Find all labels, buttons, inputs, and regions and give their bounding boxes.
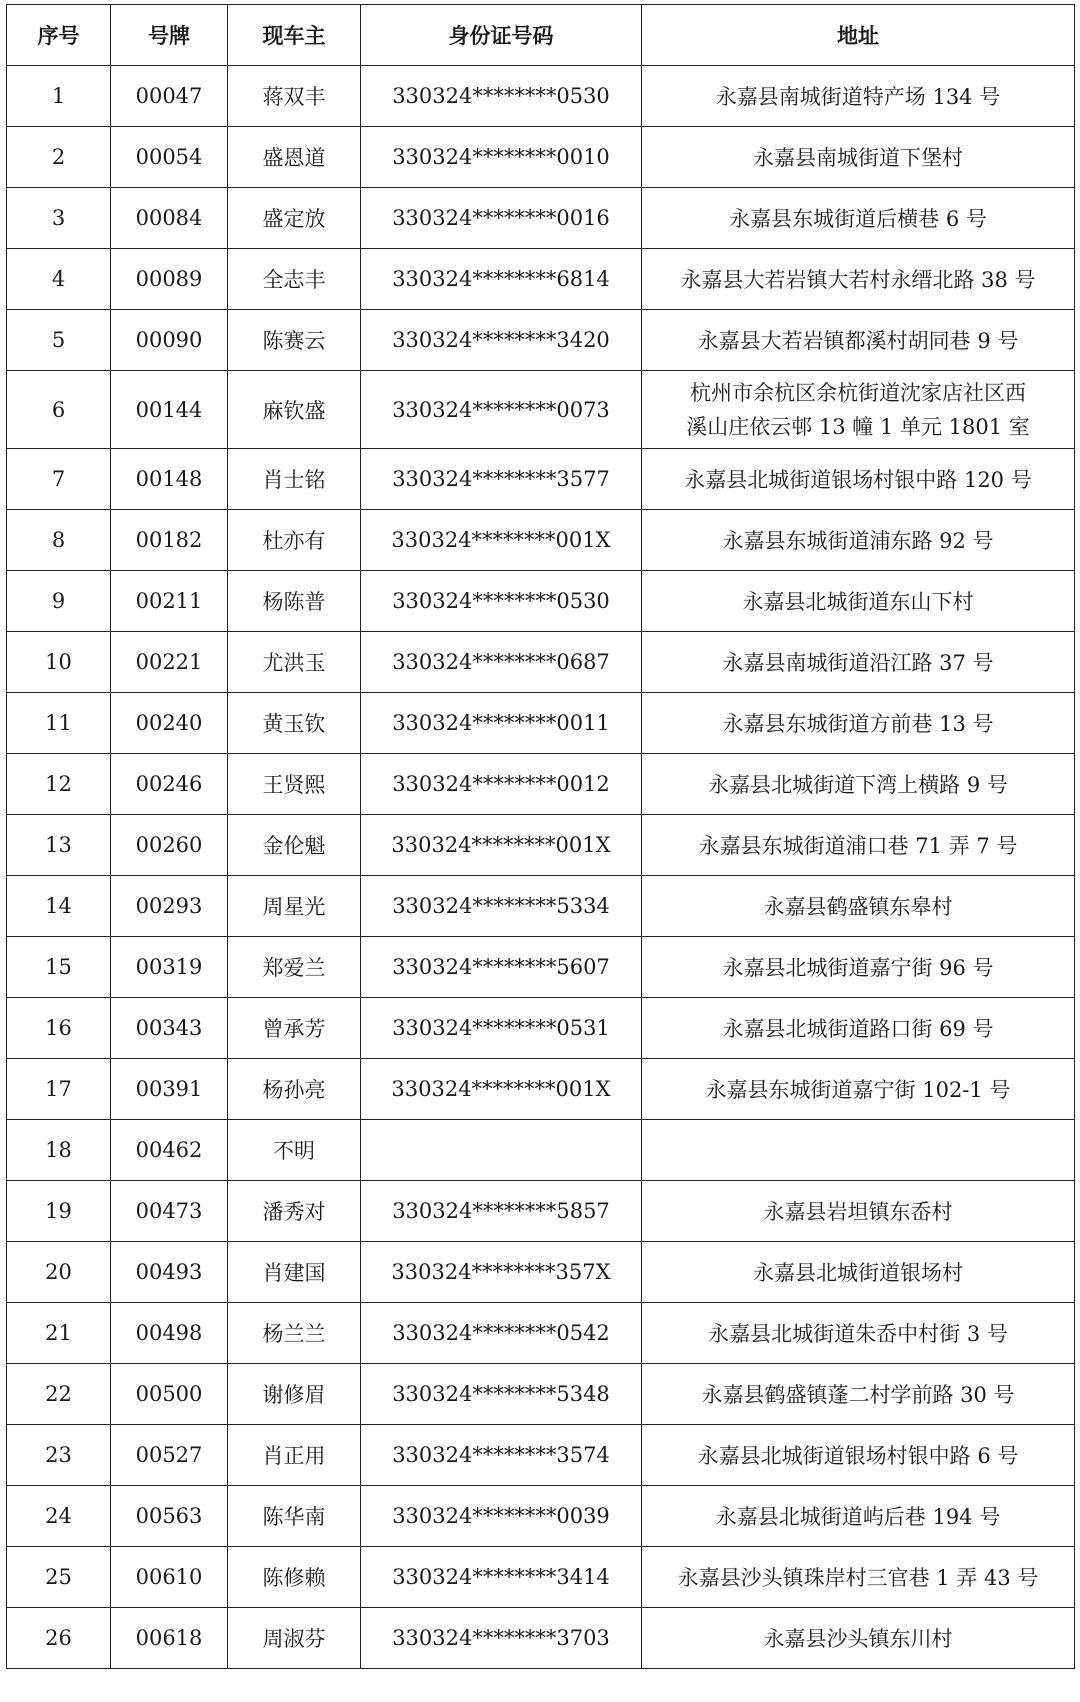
row-number-cell: 1 [7, 66, 111, 127]
owner-cell: 蒋双丰 [228, 66, 361, 127]
plate-cell: 00240 [111, 693, 228, 754]
row-number-cell: 23 [7, 1425, 111, 1486]
owner-cell: 杨孙亮 [228, 1059, 361, 1120]
address-cell: 永嘉县北城街道嘉宁街 96 号 [642, 937, 1075, 998]
id-number-cell: 330324********0542 [361, 1303, 642, 1364]
row-number-cell: 26 [7, 1608, 111, 1669]
plate-cell: 00054 [111, 127, 228, 188]
row-number-cell: 18 [7, 1120, 111, 1181]
row-number-cell: 9 [7, 571, 111, 632]
owner-cell: 周淑芬 [228, 1608, 361, 1669]
address-line: 杭州市余杭区余杭街道沈家店社区西 [690, 380, 1026, 405]
address-cell: 永嘉县沙头镇东川村 [642, 1608, 1075, 1669]
id-number-cell: 330324********0016 [361, 188, 642, 249]
row-number-cell: 24 [7, 1486, 111, 1547]
owner-cell: 杨陈普 [228, 571, 361, 632]
owner-cell: 周星光 [228, 876, 361, 937]
table-row [7, 998, 1075, 1059]
plate-cell: 00473 [111, 1181, 228, 1242]
row-number-cell: 21 [7, 1303, 111, 1364]
row-number-cell: 3 [7, 188, 111, 249]
plate-cell: 00500 [111, 1364, 228, 1425]
address-cell: 永嘉县北城街道东山下村 [642, 571, 1075, 632]
row-number-cell: 4 [7, 249, 111, 310]
plate-cell: 00084 [111, 188, 228, 249]
owner-cell: 金伦魁 [228, 815, 361, 876]
id-number-cell: 330324********5348 [361, 1364, 642, 1425]
plate-cell: 00148 [111, 449, 228, 510]
address-cell: 永嘉县东城街道嘉宁街 102-1 号 [642, 1059, 1075, 1120]
plate-cell: 00391 [111, 1059, 228, 1120]
table-row [7, 1120, 1075, 1181]
header-plate: 号牌 [111, 5, 228, 66]
vehicle-owner-table [6, 4, 1075, 1669]
address-cell: 永嘉县沙头镇珠岸村三官巷 1 弄 43 号 [642, 1547, 1075, 1608]
table-row [7, 188, 1075, 249]
id-number-cell: 330324********0011 [361, 693, 642, 754]
owner-cell: 不明 [228, 1120, 361, 1181]
owner-cell: 杨兰兰 [228, 1303, 361, 1364]
table-row [7, 1181, 1075, 1242]
table-row [7, 815, 1075, 876]
table-row [7, 127, 1075, 188]
plate-cell: 00144 [111, 371, 228, 449]
row-number-cell: 7 [7, 449, 111, 510]
owner-cell: 郑爱兰 [228, 937, 361, 998]
plate-cell: 00293 [111, 876, 228, 937]
id-number-cell: 330324********5334 [361, 876, 642, 937]
table-row [7, 571, 1075, 632]
address-line: 溪山庄依云邨 13 幢 1 单元 1801 室 [686, 414, 1030, 439]
table-row [7, 66, 1075, 127]
plate-cell: 00246 [111, 754, 228, 815]
id-number-cell: 330324********0073 [361, 371, 642, 449]
plate-cell: 00493 [111, 1242, 228, 1303]
owner-cell: 黄玉钦 [228, 693, 361, 754]
address-cell [642, 371, 1075, 449]
table-row [7, 1364, 1075, 1425]
id-number-cell: 330324********5857 [361, 1181, 642, 1242]
id-number-cell: 330324********3574 [361, 1425, 642, 1486]
address-cell: 永嘉县大若岩镇都溪村胡同巷 9 号 [642, 310, 1075, 371]
owner-cell: 尤洪玉 [228, 632, 361, 693]
table-row [7, 310, 1075, 371]
id-number-cell: 330324********6814 [361, 249, 642, 310]
plate-cell: 00563 [111, 1486, 228, 1547]
id-number-cell: 330324********0010 [361, 127, 642, 188]
row-number-cell: 14 [7, 876, 111, 937]
owner-cell: 全志丰 [228, 249, 361, 310]
address-cell: 永嘉县北城街道银场村 [642, 1242, 1075, 1303]
address-cell: 永嘉县北城街道朱岙中村街 3 号 [642, 1303, 1075, 1364]
row-number-cell: 19 [7, 1181, 111, 1242]
plate-cell: 00260 [111, 815, 228, 876]
owner-cell: 潘秀对 [228, 1181, 361, 1242]
row-number-cell: 10 [7, 632, 111, 693]
id-number-cell: 330324********0531 [361, 998, 642, 1059]
address-cell: 永嘉县北城街道屿后巷 194 号 [642, 1486, 1075, 1547]
table-row [7, 1303, 1075, 1364]
table-row [7, 1425, 1075, 1486]
owner-cell: 陈修赖 [228, 1547, 361, 1608]
address-cell: 永嘉县南城街道特产场 134 号 [642, 66, 1075, 127]
row-number-cell: 15 [7, 937, 111, 998]
table-row [7, 1608, 1075, 1669]
header-owner: 现车主 [228, 5, 361, 66]
header-no: 序号 [7, 5, 111, 66]
table-row [7, 876, 1075, 937]
plate-cell: 00462 [111, 1120, 228, 1181]
row-number-cell: 17 [7, 1059, 111, 1120]
plate-cell: 00527 [111, 1425, 228, 1486]
plate-cell: 00211 [111, 571, 228, 632]
owner-cell: 杜亦有 [228, 510, 361, 571]
address-cell: 永嘉县东城街道后横巷 6 号 [642, 188, 1075, 249]
table-row [7, 1547, 1075, 1608]
row-number-cell: 12 [7, 754, 111, 815]
table-row [7, 449, 1075, 510]
table-row [7, 754, 1075, 815]
address-cell: 永嘉县岩坦镇东岙村 [642, 1181, 1075, 1242]
row-number-cell: 25 [7, 1547, 111, 1608]
owner-cell: 肖正用 [228, 1425, 361, 1486]
row-number-cell: 5 [7, 310, 111, 371]
table-row [7, 693, 1075, 754]
plate-cell: 00319 [111, 937, 228, 998]
table-body [7, 66, 1075, 1669]
id-number-cell: 330324********0039 [361, 1486, 642, 1547]
address-cell: 永嘉县鹤盛镇东皋村 [642, 876, 1075, 937]
id-number-cell: 330324********001X [361, 1059, 642, 1120]
row-number-cell: 13 [7, 815, 111, 876]
table-row [7, 632, 1075, 693]
plate-cell: 00089 [111, 249, 228, 310]
id-number-cell: 330324********3414 [361, 1547, 642, 1608]
owner-cell: 盛定放 [228, 188, 361, 249]
address-cell: 永嘉县鹤盛镇蓬二村学前路 30 号 [642, 1364, 1075, 1425]
plate-cell: 00498 [111, 1303, 228, 1364]
table-row [7, 371, 1075, 449]
id-number-cell: 330324********0012 [361, 754, 642, 815]
owner-cell: 麻钦盛 [228, 371, 361, 449]
id-number-cell: 330324********3577 [361, 449, 642, 510]
owner-cell: 盛恩道 [228, 127, 361, 188]
row-number-cell: 8 [7, 510, 111, 571]
header-address: 地址 [642, 5, 1075, 66]
table-row [7, 510, 1075, 571]
id-number-cell: 330324********357X [361, 1242, 642, 1303]
plate-cell: 00090 [111, 310, 228, 371]
id-number-cell: 330324********0530 [361, 66, 642, 127]
id-number-cell: 330324********0530 [361, 571, 642, 632]
plate-cell: 00047 [111, 66, 228, 127]
table-row [7, 249, 1075, 310]
id-number-cell: 330324********001X [361, 815, 642, 876]
plate-cell: 00182 [111, 510, 228, 571]
row-number-cell: 22 [7, 1364, 111, 1425]
owner-cell: 肖士铭 [228, 449, 361, 510]
vehicle-owner-table-container [6, 4, 1074, 1669]
address-cell [642, 1120, 1075, 1181]
address-cell: 永嘉县北城街道银场村银中路 6 号 [642, 1425, 1075, 1486]
row-number-cell: 11 [7, 693, 111, 754]
id-number-cell: 330324********3703 [361, 1608, 642, 1669]
owner-cell: 肖建国 [228, 1242, 361, 1303]
address-cell: 永嘉县南城街道沿江路 37 号 [642, 632, 1075, 693]
row-number-cell: 6 [7, 371, 111, 449]
id-number-cell: 330324********5607 [361, 937, 642, 998]
owner-cell: 王贤熙 [228, 754, 361, 815]
table-row [7, 1059, 1075, 1120]
owner-cell: 曾承芳 [228, 998, 361, 1059]
owner-cell: 陈赛云 [228, 310, 361, 371]
row-number-cell: 2 [7, 127, 111, 188]
header-row [7, 5, 1075, 66]
address-cell: 永嘉县东城街道方前巷 13 号 [642, 693, 1075, 754]
id-number-cell: 330324********0687 [361, 632, 642, 693]
row-number-cell: 16 [7, 998, 111, 1059]
address-cell: 永嘉县北城街道路口街 69 号 [642, 998, 1075, 1059]
owner-cell: 谢修眉 [228, 1364, 361, 1425]
id-number-cell: 330324********3420 [361, 310, 642, 371]
table-row [7, 937, 1075, 998]
address-cell: 永嘉县南城街道下堡村 [642, 127, 1075, 188]
address-cell: 永嘉县东城街道浦东路 92 号 [642, 510, 1075, 571]
address-cell: 永嘉县北城街道下湾上横路 9 号 [642, 754, 1075, 815]
address-cell: 永嘉县北城街道银场村银中路 120 号 [642, 449, 1075, 510]
plate-cell: 00610 [111, 1547, 228, 1608]
plate-cell: 00343 [111, 998, 228, 1059]
header-id-number: 身份证号码 [361, 5, 642, 66]
address-cell: 永嘉县东城街道浦口巷 71 弄 7 号 [642, 815, 1075, 876]
plate-cell: 00618 [111, 1608, 228, 1669]
address-cell: 永嘉县大若岩镇大若村永缙北路 38 号 [642, 249, 1075, 310]
table-row [7, 1486, 1075, 1547]
owner-cell: 陈华南 [228, 1486, 361, 1547]
table-header [7, 5, 1075, 66]
table-row [7, 1242, 1075, 1303]
id-number-cell [361, 1120, 642, 1181]
plate-cell: 00221 [111, 632, 228, 693]
row-number-cell: 20 [7, 1242, 111, 1303]
id-number-cell: 330324********001X [361, 510, 642, 571]
